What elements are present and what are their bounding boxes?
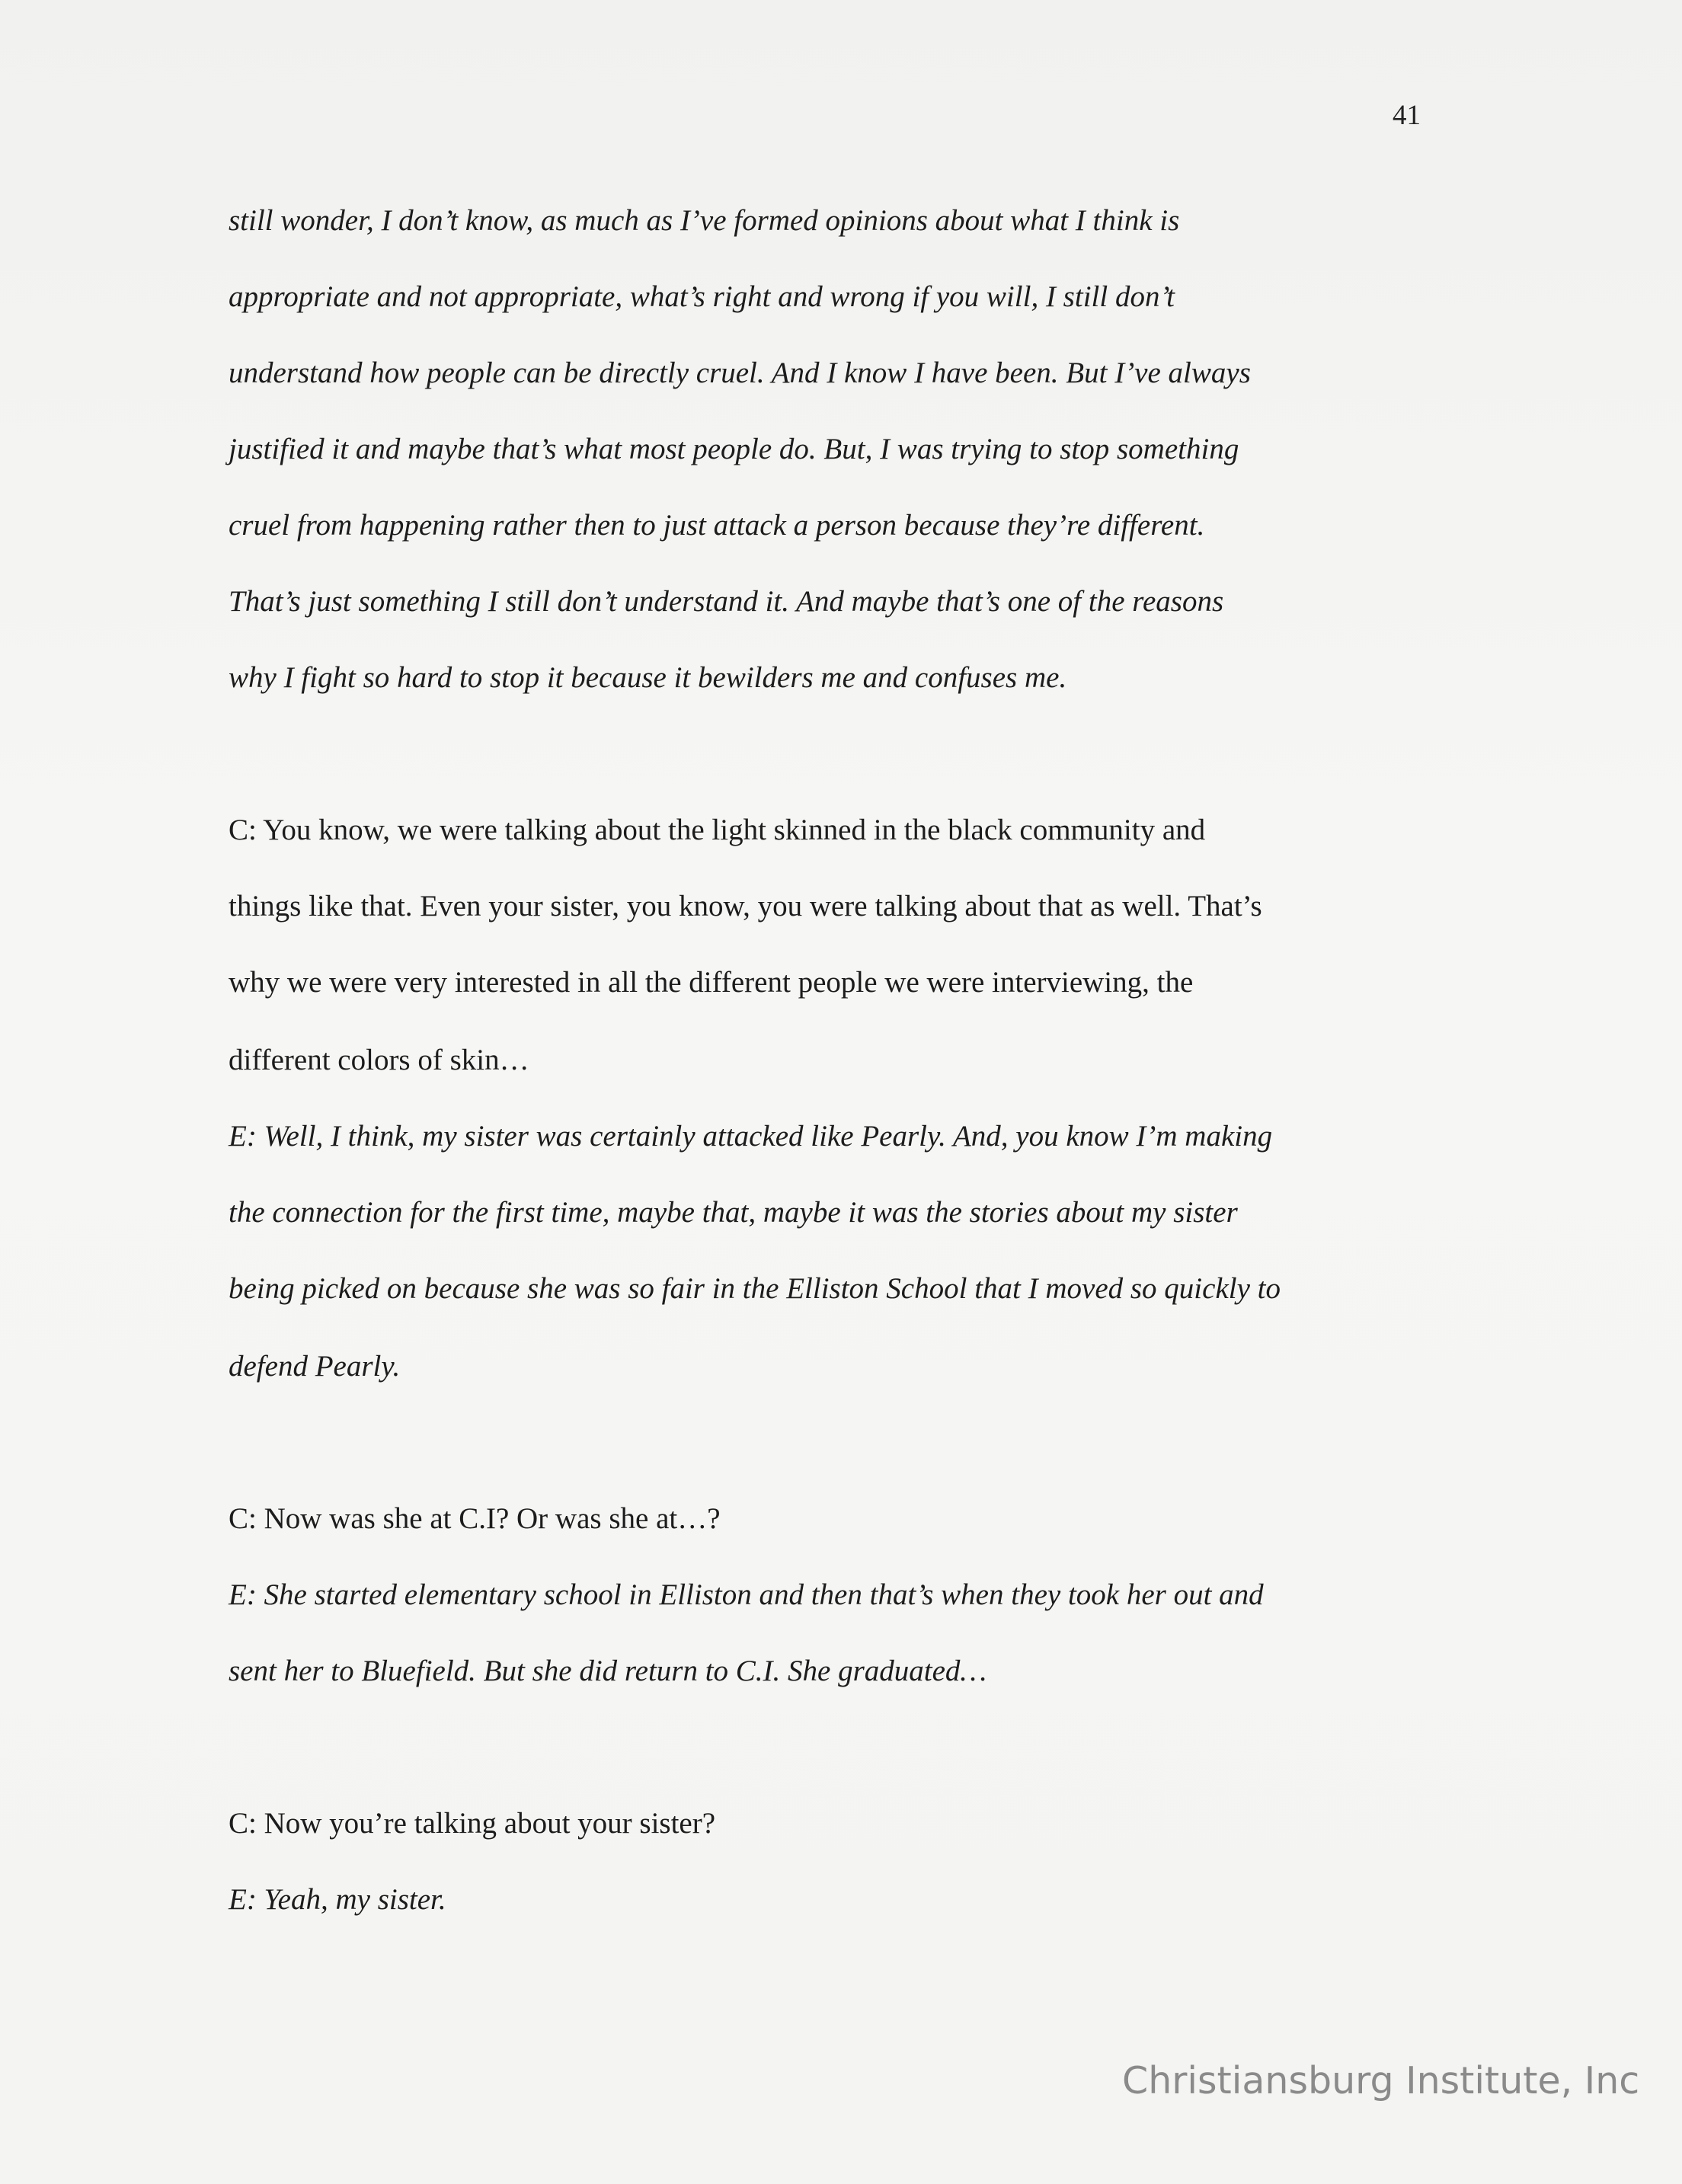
transcript-line: E: Yeah, my sister.: [229, 1883, 446, 1916]
transcript-line: E: She started elementary school in Elliston and then that’s when they took her out and: [229, 1578, 1264, 1611]
transcript-line: E: Well, I think, my sister was certainly attacked like Pearly. And, you know I’m making: [229, 1120, 1273, 1153]
transcript-line: the connection for the first time, maybe that, maybe it was the stories about my sister: [229, 1196, 1238, 1229]
transcript-line: different colors of skin…: [229, 1044, 529, 1076]
transcript-line: being picked on because she was so fair in the Elliston School that I moved so quickly to: [229, 1272, 1281, 1305]
transcript-line: That’s just something I still don’t understand it. And maybe that’s one of the reasons: [229, 585, 1224, 618]
transcript-line: things like that. Even your sister, you know, you were talking about that as well. That’s: [229, 890, 1262, 923]
transcript-line: cruel from happening rather then to just attack a person because they’re different.: [229, 509, 1205, 542]
transcript-line: appropriate and not appropriate, what’s right and wrong if you will, I still don’t: [229, 280, 1175, 313]
transcript-line: why I fight so hard to stop it because it bewilders me and confuses me.: [229, 661, 1067, 694]
transcript-line: justified it and maybe that’s what most people do. But, I was trying to stop something: [229, 433, 1239, 465]
transcript-line: still wonder, I don’t know, as much as I’ve formed opinions about what I think is: [229, 204, 1180, 237]
transcript-line: sent her to Bluefield. But she did return to C.I. She graduated…: [229, 1655, 987, 1687]
transcript-line: why we were very interested in all the different people we were interviewing, the: [229, 966, 1194, 999]
transcript-line: C: Now was she at C.I? Or was she at…?: [229, 1502, 721, 1535]
watermark: Christiansburg Institute, Inc: [1122, 2059, 1640, 2102]
page-number: 41: [1393, 100, 1421, 131]
transcript-line: understand how people can be directly cruel. And I know I have been. But I’ve always: [229, 357, 1251, 389]
transcript-line: defend Pearly.: [229, 1350, 401, 1383]
transcript-line: C: You know, we were talking about the light skinned in the black community and: [229, 814, 1206, 846]
transcript-line: C: Now you’re talking about your sister?: [229, 1807, 716, 1840]
